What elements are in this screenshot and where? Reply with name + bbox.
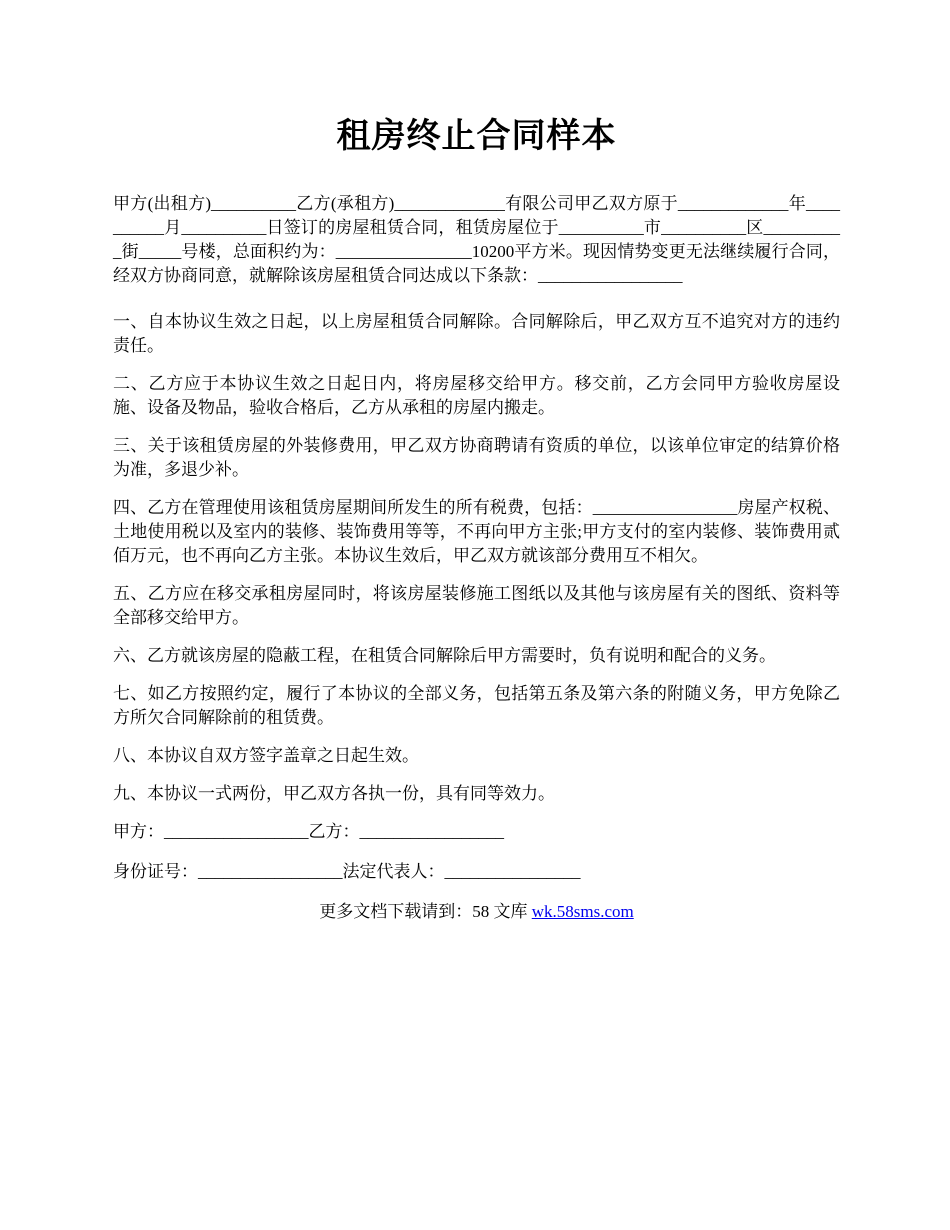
signature-id-line: 身份证号：_________________法定代表人：________________	[113, 862, 581, 881]
clause-6: 六、乙方就该房屋的隐蔽工程，在租赁合同解除后甲方需要时，负有说明和配合的义务。	[113, 646, 776, 665]
clause-9: 九、本协议一式两份，甲乙双方各执一份，具有同等效力。	[113, 784, 555, 803]
signature-parties-line: 甲方：_________________乙方：_________________	[113, 822, 504, 841]
clause-2: 二、乙方应于本协议生效之日起日内，将房屋移交给甲方。移交前，乙方会同甲方验收房屋设施、设备及物品，验收合格后，乙方从承租的房屋内搬走。	[113, 374, 840, 417]
clause-4: 四、乙方在管理使用该租赁房屋期间所发生的所有税费，包括：_________________房屋产权税、土地使用税以及室内的装修、装饰费用等等，不再向甲方主张;甲方支付的室内装修、装饰费用贰佰万元，也不再向乙方主张。本协议生效后，甲乙双方就该部分费用互不相欠。	[113, 498, 840, 565]
clause-7: 七、如乙方按照约定，履行了本协议的全部义务，包括第五条及第六条的附随义务，甲方免除乙方所欠合同解除前的租赁费。	[113, 684, 840, 727]
download-footer	[113, 900, 840, 924]
clause-3: 三、关于该租赁房屋的外装修费用，甲乙双方协商聘请有资质的单位，以该单位审定的结算价格为准，多退少补。	[113, 436, 840, 479]
document-title: 租房终止合同样本	[336, 116, 617, 156]
clause-8: 八、本协议自双方签字盖章之日起生效。	[113, 746, 419, 765]
clause-5: 五、乙方应在移交承租房屋同时，将该房屋装修施工图纸以及其他与该房屋有关的图纸、资料等全部移交给甲方。	[113, 584, 840, 627]
clause-1: 一、自本协议生效之日起，以上房屋租赁合同解除。合同解除后，甲乙双方互不追究对方的违约责任。	[113, 312, 840, 355]
document-page	[113, 110, 840, 924]
footer-link[interactable]: wk.58sms.com	[531, 902, 634, 921]
intro-paragraph: 甲方(出租方)__________乙方(承租方)_____________有限公司甲乙双方原于_____________年__________月__________日签订的房屋租赁合同，租赁房屋位于__________市__________区__________街_____号楼，总面积约为：________________10200平方米。现因情势变更无法继续履行合同，经双方协商同意，就解除该房屋租赁合同达成以下条款：_________________	[113, 194, 840, 285]
footer-prefix: 更多文档下载请到：58 文库	[319, 902, 532, 921]
